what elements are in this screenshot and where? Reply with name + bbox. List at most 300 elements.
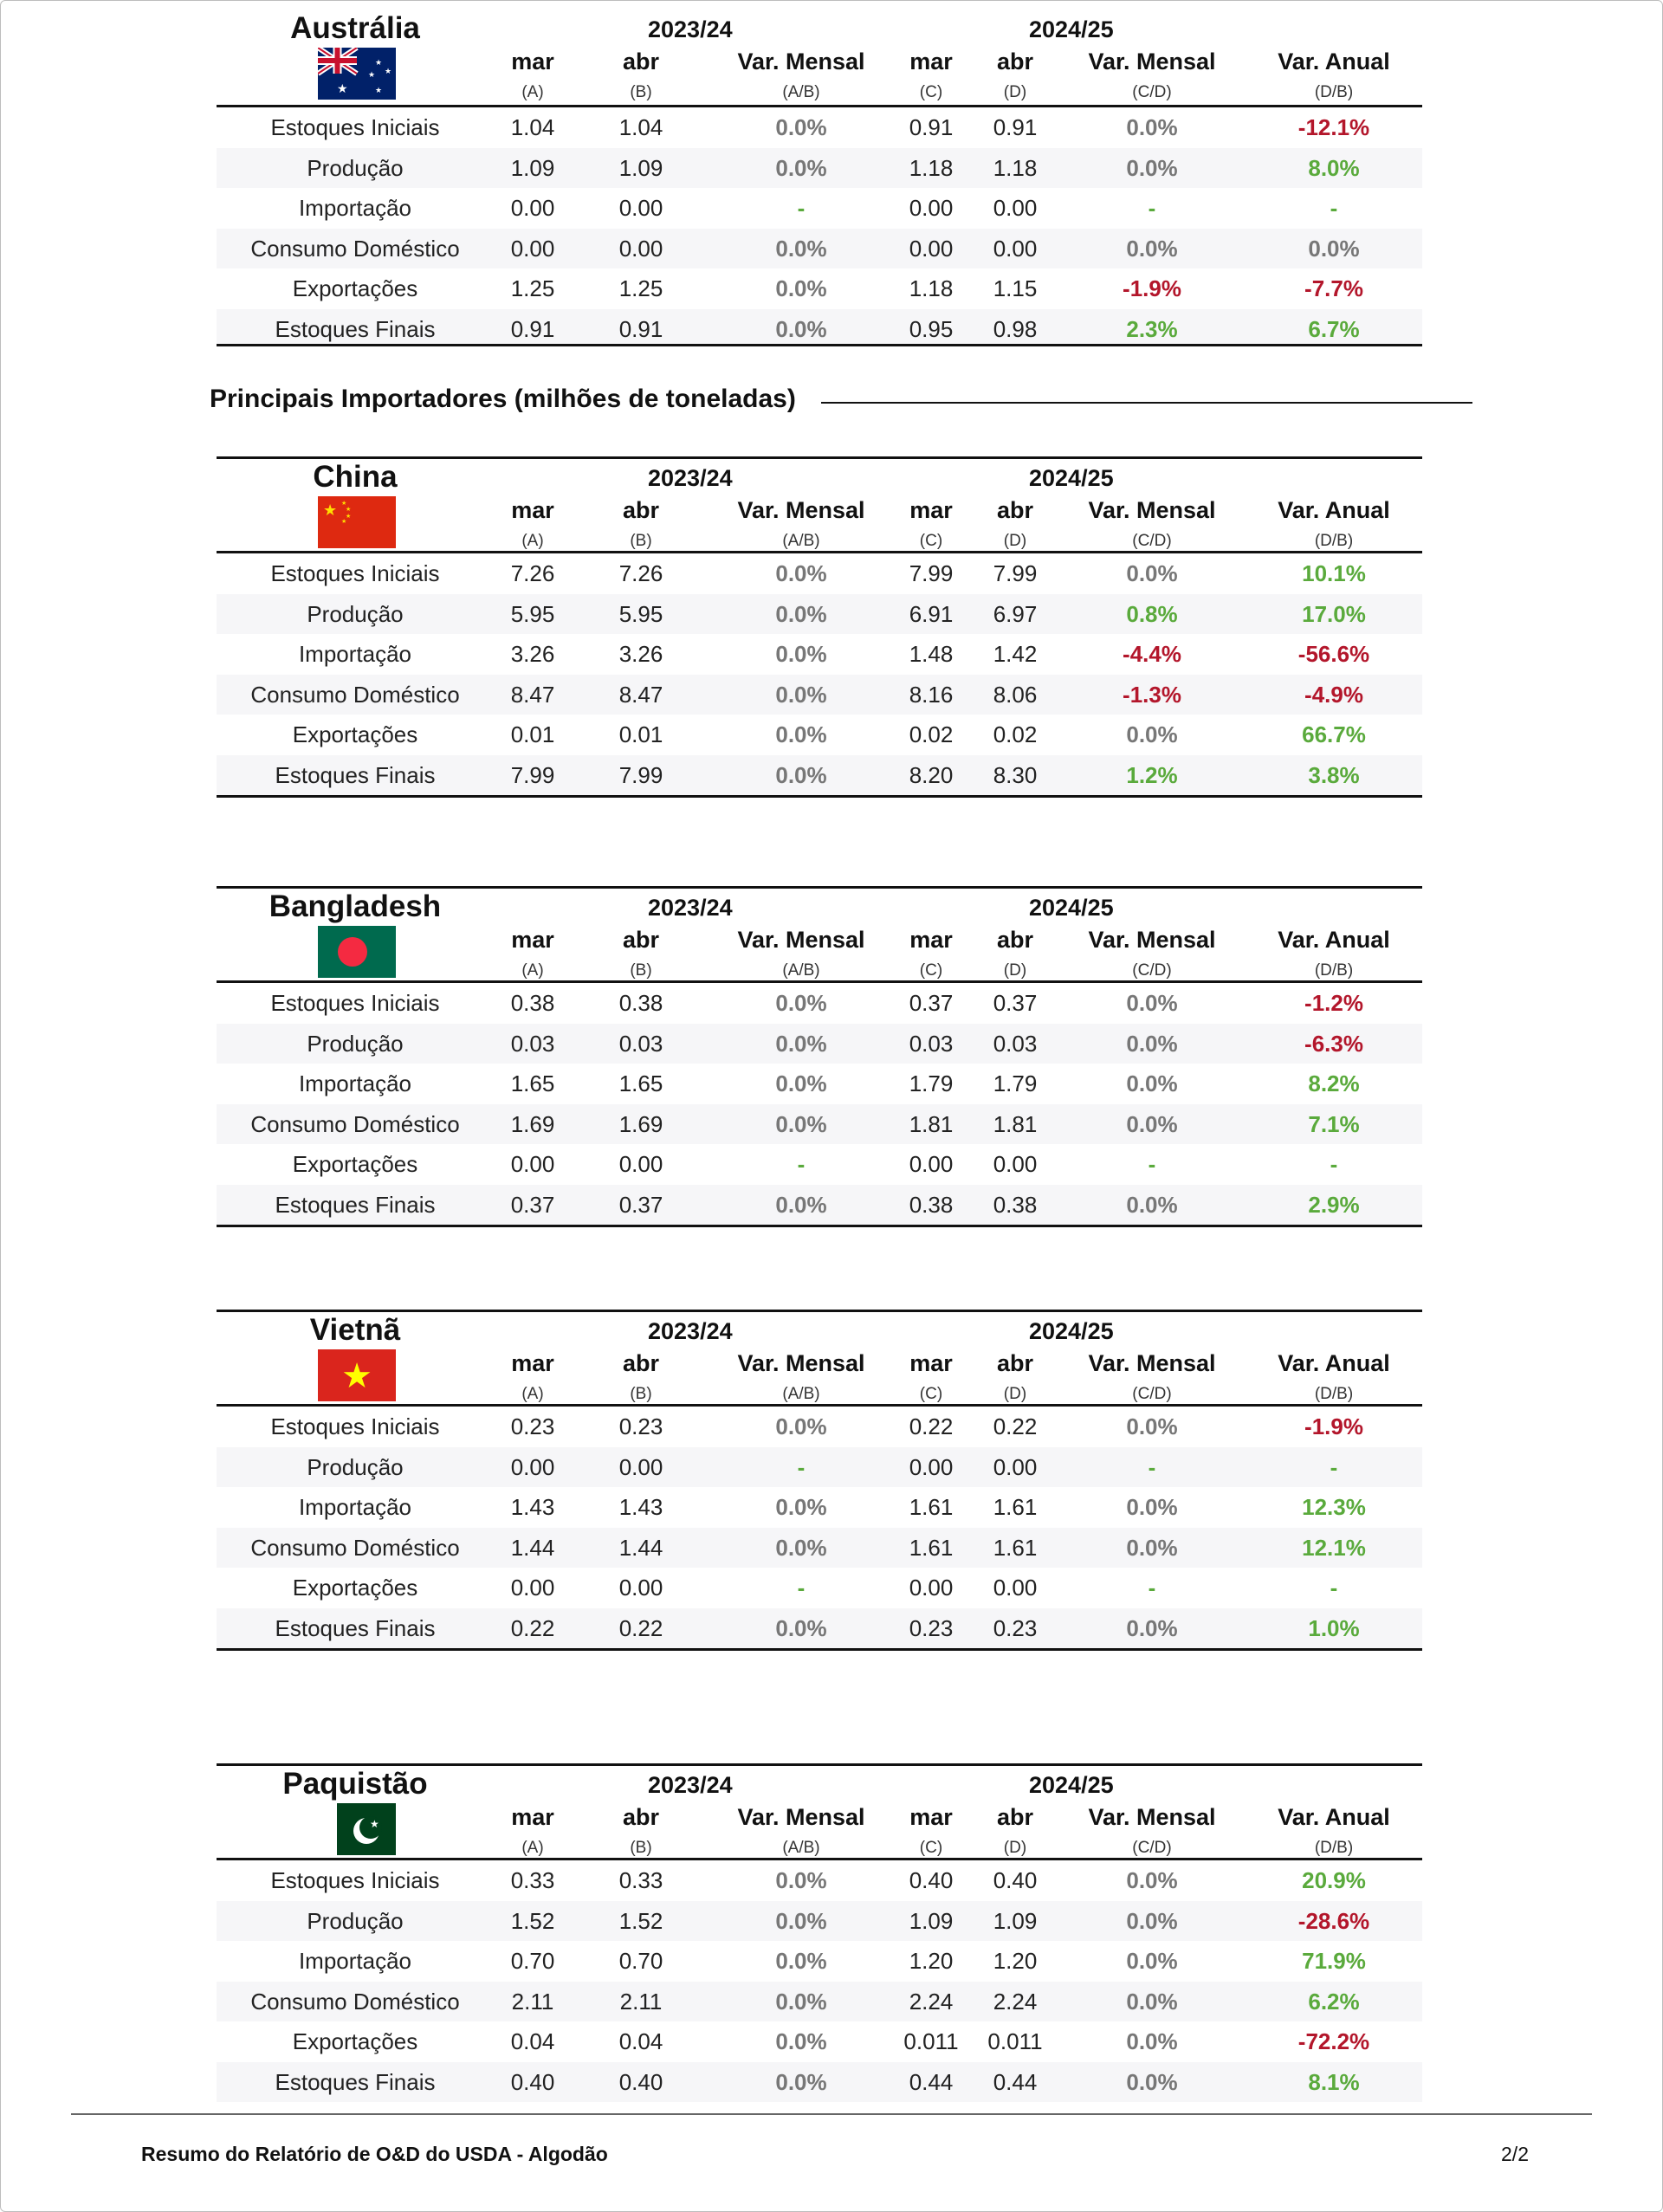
variation-cell: - xyxy=(1148,1453,1156,1480)
value-cell: 0.00 xyxy=(909,1151,954,1177)
table-row xyxy=(217,675,1422,715)
value-cell: 8.47 xyxy=(510,681,555,708)
table-row xyxy=(217,1447,1422,1488)
column-subheader: (D/B) xyxy=(1314,1385,1354,1403)
value-cell: 0.95 xyxy=(909,315,954,342)
column-header: Var. Mensal xyxy=(1088,1804,1216,1830)
variation-cell: - xyxy=(797,1575,806,1601)
australia-flag-icon xyxy=(318,48,396,100)
row-label: Produção xyxy=(307,1453,404,1480)
value-cell: 0.00 xyxy=(510,1575,555,1601)
value-cell: 1.52 xyxy=(618,1907,663,1934)
value-cell: 0.00 xyxy=(909,1575,954,1601)
variation-cell: -56.6% xyxy=(1297,641,1370,667)
variation-cell: 0.0% xyxy=(1308,235,1360,262)
svg-text:★: ★ xyxy=(346,513,352,520)
variation-cell: -72.2% xyxy=(1297,2028,1370,2054)
table-row xyxy=(217,553,1422,594)
variation-cell: 8.2% xyxy=(1308,1070,1360,1096)
svg-text:★: ★ xyxy=(370,1818,379,1830)
table-header xyxy=(217,1310,1422,1407)
column-subheader: (D) xyxy=(1003,532,1027,550)
value-cell: 0.02 xyxy=(909,721,954,747)
variation-cell: 0.0% xyxy=(775,990,827,1016)
value-cell: 0.00 xyxy=(909,235,954,262)
value-cell: 0.91 xyxy=(510,315,555,342)
row-label: Importação xyxy=(298,1070,412,1096)
value-cell: 0.22 xyxy=(618,1614,663,1641)
value-cell: 0.23 xyxy=(618,1413,663,1439)
variation-cell: 8.0% xyxy=(1308,154,1360,181)
column-header: mar xyxy=(909,1350,953,1376)
table-body xyxy=(217,553,1422,798)
variation-cell: 0.0% xyxy=(1126,1867,1178,1893)
table-row xyxy=(217,715,1422,755)
column-header: abr xyxy=(622,927,660,953)
value-cell: 1.79 xyxy=(909,1070,954,1096)
row-label: Consumo Doméstico xyxy=(250,1988,460,2015)
variation-cell: -6.3% xyxy=(1304,1030,1363,1057)
value-cell: 0.00 xyxy=(510,1151,555,1177)
variation-cell: 20.9% xyxy=(1302,1867,1366,1893)
column-subheader: (D/B) xyxy=(1314,1839,1354,1857)
china-flag-icon xyxy=(318,496,396,548)
row-label: Estoques Iniciais xyxy=(270,1867,440,1893)
variation-cell: 0.0% xyxy=(1126,990,1178,1016)
value-cell: 6.97 xyxy=(993,600,1038,627)
column-subheader: (C) xyxy=(919,1839,943,1857)
variation-cell: 0.0% xyxy=(775,1494,827,1520)
column-header: Var. Mensal xyxy=(737,1350,865,1376)
value-cell: 0.37 xyxy=(993,990,1038,1016)
column-subheader: (C/D) xyxy=(1132,1839,1172,1857)
country-name: Austrália xyxy=(290,11,420,45)
value-cell: 0.03 xyxy=(993,1030,1038,1057)
table-row xyxy=(217,1024,1422,1064)
value-cell: 0.00 xyxy=(993,1575,1038,1601)
value-cell: 0.04 xyxy=(618,2028,663,2054)
table-row xyxy=(217,309,1422,344)
value-cell: 0.33 xyxy=(510,1867,555,1893)
table-body xyxy=(217,1860,1422,2102)
variation-cell: 0.0% xyxy=(775,1988,827,2015)
variation-cell: 12.1% xyxy=(1302,1534,1366,1561)
value-cell: 1.20 xyxy=(993,1948,1038,1974)
variation-cell: 0.0% xyxy=(775,1413,827,1439)
column-subheader: (C/D) xyxy=(1132,961,1172,980)
row-label: Estoques Iniciais xyxy=(270,560,440,586)
variation-cell: 0.0% xyxy=(1126,1534,1178,1561)
column-header: Var. Mensal xyxy=(1088,497,1216,523)
value-cell: 7.26 xyxy=(618,560,663,586)
value-cell: 0.00 xyxy=(510,195,555,221)
value-cell: 1.04 xyxy=(618,114,663,140)
year-label-2023-24: 2023/24 xyxy=(648,16,733,42)
value-cell: 1.44 xyxy=(618,1534,663,1561)
variation-cell: 66.7% xyxy=(1302,721,1366,747)
table-row xyxy=(217,2021,1422,2062)
value-cell: 6.91 xyxy=(909,600,954,627)
table-row xyxy=(217,1982,1422,2022)
value-cell: 1.15 xyxy=(993,275,1038,301)
variation-cell: 12.3% xyxy=(1302,1494,1366,1520)
row-label: Produção xyxy=(307,600,404,627)
table-header xyxy=(217,456,1422,553)
value-cell: 0.38 xyxy=(510,990,555,1016)
row-label: Consumo Doméstico xyxy=(250,1534,460,1561)
value-cell: 7.99 xyxy=(618,761,663,788)
column-subheader: (D) xyxy=(1003,83,1027,101)
value-cell: 0.00 xyxy=(909,195,954,221)
value-cell: 0.00 xyxy=(618,195,663,221)
value-cell: 0.00 xyxy=(993,1151,1038,1177)
column-subheader: (A/B) xyxy=(782,961,820,980)
table-row xyxy=(217,1064,1422,1104)
table-row xyxy=(217,1568,1422,1608)
year-label-2023-24: 2023/24 xyxy=(648,895,733,921)
value-cell: 0.00 xyxy=(909,1453,954,1480)
variation-cell: 0.0% xyxy=(775,1867,827,1893)
variation-cell: 0.0% xyxy=(1126,1030,1178,1057)
value-cell: 0.23 xyxy=(909,1614,954,1641)
variation-cell: 0.0% xyxy=(1126,721,1178,747)
value-cell: 0.01 xyxy=(618,721,663,747)
value-cell: 1.18 xyxy=(909,275,954,301)
variation-cell: -1.2% xyxy=(1304,990,1363,1016)
value-cell: 1.52 xyxy=(510,1907,555,1934)
row-label: Estoques Finais xyxy=(275,1614,436,1641)
variation-cell: 0.0% xyxy=(1126,560,1178,586)
value-cell: 0.22 xyxy=(510,1614,555,1641)
value-cell: 0.70 xyxy=(510,1948,555,1974)
table-row xyxy=(217,1185,1422,1226)
row-label: Importação xyxy=(298,641,412,667)
svg-text:★: ★ xyxy=(385,68,392,76)
column-header: Var. Mensal xyxy=(737,49,865,74)
column-header: Var. Anual xyxy=(1278,497,1390,523)
column-header: abr xyxy=(996,1350,1034,1376)
section-title: Principais Importadores (milhões de toneladas) xyxy=(210,385,796,413)
country-name: Vietnã xyxy=(309,1313,401,1347)
table-row xyxy=(217,1144,1422,1185)
variation-cell: 0.0% xyxy=(775,315,827,342)
value-cell: 1.20 xyxy=(909,1948,954,1974)
table-row xyxy=(217,188,1422,229)
column-subheader: (D/B) xyxy=(1314,961,1354,980)
variation-cell: - xyxy=(1148,195,1156,221)
row-label: Exportações xyxy=(292,1151,418,1177)
column-header: Var. Mensal xyxy=(737,497,865,523)
year-label-2023-24: 2023/24 xyxy=(648,1772,733,1798)
value-cell: 0.40 xyxy=(510,2068,555,2095)
column-subheader: (C) xyxy=(919,961,943,980)
variation-cell: 0.0% xyxy=(1126,1070,1178,1096)
row-label: Estoques Iniciais xyxy=(270,114,440,140)
column-header: abr xyxy=(622,1804,660,1830)
column-subheader: (B) xyxy=(630,1385,652,1403)
value-cell: 5.95 xyxy=(618,600,663,627)
svg-text:★: ★ xyxy=(368,71,376,80)
column-header: abr xyxy=(996,497,1034,523)
variation-cell: 0.0% xyxy=(775,600,827,627)
value-cell: 0.98 xyxy=(993,315,1038,342)
value-cell: 1.81 xyxy=(993,1110,1038,1137)
column-subheader: (A/B) xyxy=(782,532,820,550)
value-cell: 0.37 xyxy=(510,1191,555,1218)
value-cell: 0.70 xyxy=(618,1948,663,1974)
value-cell: 0.38 xyxy=(618,990,663,1016)
value-cell: 7.99 xyxy=(510,761,555,788)
year-label-2024-25: 2024/25 xyxy=(1029,895,1114,921)
table-body xyxy=(217,1407,1422,1651)
table-row xyxy=(217,983,1422,1024)
column-subheader: (A) xyxy=(521,1839,544,1857)
row-label: Consumo Doméstico xyxy=(250,681,460,708)
row-label: Produção xyxy=(307,154,404,181)
variation-cell: 0.0% xyxy=(775,1534,827,1561)
value-cell: 1.61 xyxy=(909,1494,954,1520)
column-subheader: (D) xyxy=(1003,1385,1027,1403)
column-subheader: (D/B) xyxy=(1314,83,1354,101)
variation-cell: - xyxy=(1330,1453,1338,1480)
svg-text:★: ★ xyxy=(375,59,383,68)
value-cell: 8.16 xyxy=(909,681,954,708)
value-cell: 0.37 xyxy=(618,1191,663,1218)
variation-cell: 0.0% xyxy=(1126,1413,1178,1439)
table-row xyxy=(217,1528,1422,1568)
value-cell: 0.22 xyxy=(909,1413,954,1439)
value-cell: 0.00 xyxy=(993,1453,1038,1480)
value-cell: 0.00 xyxy=(510,1453,555,1480)
variation-cell: 0.0% xyxy=(1126,2028,1178,2054)
value-cell: 3.26 xyxy=(510,641,555,667)
variation-cell: - xyxy=(1330,1575,1338,1601)
value-cell: 0.00 xyxy=(618,235,663,262)
variation-cell: 0.8% xyxy=(1126,600,1178,627)
column-header: mar xyxy=(909,927,953,953)
row-label: Estoques Finais xyxy=(275,1191,436,1218)
column-header: mar xyxy=(511,1804,554,1830)
svg-text:★: ★ xyxy=(346,506,352,513)
column-header: mar xyxy=(909,49,953,74)
variation-cell: 6.7% xyxy=(1308,315,1360,342)
column-header: mar xyxy=(511,1350,554,1376)
column-subheader: (A/B) xyxy=(782,1385,820,1403)
value-cell: 1.04 xyxy=(510,114,555,140)
variation-cell: 2.9% xyxy=(1308,1191,1360,1218)
row-label: Exportações xyxy=(292,275,418,301)
value-cell: 0.44 xyxy=(993,2068,1038,2095)
variation-cell: 0.0% xyxy=(1126,2068,1178,2095)
year-label-2024-25: 2024/25 xyxy=(1029,465,1114,491)
table-header xyxy=(217,886,1422,983)
svg-text:★: ★ xyxy=(337,82,348,96)
row-label: Estoques Finais xyxy=(275,2068,436,2095)
variation-cell: 0.0% xyxy=(1126,1948,1178,1974)
variation-cell: -1.9% xyxy=(1304,1413,1363,1439)
column-header: Var. Mensal xyxy=(737,1804,865,1830)
value-cell: 0.00 xyxy=(510,235,555,262)
year-label-2023-24: 2023/24 xyxy=(648,1318,733,1344)
variation-cell: 0.0% xyxy=(775,2068,827,2095)
column-subheader: (B) xyxy=(630,532,652,550)
row-label: Importação xyxy=(298,1494,412,1520)
column-subheader: (C) xyxy=(919,532,943,550)
table-row xyxy=(217,1901,1422,1942)
value-cell: 0.23 xyxy=(993,1614,1038,1641)
variation-cell: - xyxy=(1148,1575,1156,1601)
variation-cell: 0.0% xyxy=(775,1614,827,1641)
year-label-2023-24: 2023/24 xyxy=(648,465,733,491)
table-row xyxy=(217,229,1422,269)
column-subheader: (A) xyxy=(521,1385,544,1403)
variation-cell: 2.3% xyxy=(1126,315,1178,342)
column-subheader: (A) xyxy=(521,83,544,101)
table-body xyxy=(217,107,1422,346)
column-header: mar xyxy=(909,497,953,523)
table-header xyxy=(217,10,1422,107)
variation-cell: 8.1% xyxy=(1308,2068,1360,2095)
value-cell: 0.03 xyxy=(618,1030,663,1057)
row-label: Importação xyxy=(298,1948,412,1974)
value-cell: 1.61 xyxy=(993,1494,1038,1520)
value-cell: 0.01 xyxy=(510,721,555,747)
value-cell: 1.25 xyxy=(510,275,555,301)
column-header: Var. Mensal xyxy=(1088,49,1216,74)
column-subheader: (D) xyxy=(1003,961,1027,980)
value-cell: 1.43 xyxy=(510,1494,555,1520)
value-cell: 1.18 xyxy=(909,154,954,181)
year-label-2024-25: 2024/25 xyxy=(1029,1772,1114,1798)
column-header: Var. Anual xyxy=(1278,1804,1390,1830)
country-table xyxy=(217,886,1422,1227)
variation-cell: 0.0% xyxy=(775,641,827,667)
value-cell: 0.00 xyxy=(993,235,1038,262)
value-cell: 0.04 xyxy=(510,2028,555,2054)
svg-text:★: ★ xyxy=(323,501,338,520)
value-cell: 1.09 xyxy=(510,154,555,181)
year-label-2024-25: 2024/25 xyxy=(1029,16,1114,42)
variation-cell: 0.0% xyxy=(1126,1988,1178,2015)
column-header: mar xyxy=(909,1804,953,1830)
bangladesh-flag-icon xyxy=(318,926,396,978)
column-header: Var. Mensal xyxy=(737,927,865,953)
value-cell: 0.00 xyxy=(618,1575,663,1601)
variation-cell: 0.0% xyxy=(775,560,827,586)
table-body xyxy=(217,983,1422,1227)
variation-cell: 0.0% xyxy=(775,721,827,747)
variation-cell: - xyxy=(1330,195,1338,221)
column-subheader: (B) xyxy=(630,83,652,101)
svg-text:★: ★ xyxy=(341,518,347,525)
column-header: Var. Anual xyxy=(1278,49,1390,74)
country-name: Bangladesh xyxy=(269,889,442,923)
variation-cell: 17.0% xyxy=(1302,600,1366,627)
column-header: abr xyxy=(622,497,660,523)
column-subheader: (A) xyxy=(521,961,544,980)
value-cell: 2.24 xyxy=(909,1988,954,2015)
variation-cell: 71.9% xyxy=(1302,1948,1366,1974)
table-row xyxy=(217,2062,1422,2103)
value-cell: 0.38 xyxy=(909,1191,954,1218)
table-row xyxy=(217,1104,1422,1145)
variation-cell: -1.9% xyxy=(1123,275,1181,301)
footer-divider xyxy=(71,2113,1592,2115)
table-row xyxy=(217,1860,1422,1901)
column-subheader: (C) xyxy=(919,83,943,101)
variation-cell: - xyxy=(797,1453,806,1480)
column-subheader: (D/B) xyxy=(1314,532,1354,550)
variation-cell: 1.2% xyxy=(1126,761,1178,788)
value-cell: 0.02 xyxy=(993,721,1038,747)
value-cell: 0.40 xyxy=(993,1867,1038,1893)
column-subheader: (A) xyxy=(521,532,544,550)
value-cell: 1.61 xyxy=(909,1534,954,1561)
value-cell: 0.00 xyxy=(993,195,1038,221)
column-subheader: (D) xyxy=(1003,1839,1027,1857)
variation-cell: -1.3% xyxy=(1123,681,1181,708)
column-subheader: (A/B) xyxy=(782,1839,820,1857)
value-cell: 0.91 xyxy=(993,114,1038,140)
value-cell: 1.09 xyxy=(909,1907,954,1934)
value-cell: 3.26 xyxy=(618,641,663,667)
table-row xyxy=(217,107,1422,148)
variation-cell: - xyxy=(1148,1151,1156,1177)
value-cell: 1.48 xyxy=(909,641,954,667)
row-label: Exportações xyxy=(292,1575,418,1601)
value-cell: 2.11 xyxy=(511,1988,554,2015)
value-cell: 0.44 xyxy=(909,2068,954,2095)
row-label: Consumo Doméstico xyxy=(250,1110,460,1137)
value-cell: 0.40 xyxy=(909,1867,954,1893)
variation-cell: 7.1% xyxy=(1308,1110,1360,1137)
variation-cell: 0.0% xyxy=(775,1110,827,1137)
row-label: Estoques Finais xyxy=(275,315,436,342)
value-cell: 1.42 xyxy=(993,641,1038,667)
table-header xyxy=(217,1763,1422,1860)
value-cell: 1.81 xyxy=(909,1110,954,1137)
pakistan-flag-icon xyxy=(318,1803,396,1855)
variation-cell: 0.0% xyxy=(1126,114,1178,140)
value-cell: 0.00 xyxy=(618,1453,663,1480)
variation-cell: 0.0% xyxy=(1126,235,1178,262)
value-cell: 2.24 xyxy=(993,1988,1038,2015)
value-cell: 7.99 xyxy=(909,560,954,586)
value-cell: 1.79 xyxy=(993,1070,1038,1096)
value-cell: 0.03 xyxy=(510,1030,555,1057)
row-label: Exportações xyxy=(292,2028,418,2054)
variation-cell: 0.0% xyxy=(775,1030,827,1057)
row-label: Estoques Finais xyxy=(275,761,436,788)
section-divider xyxy=(821,402,1472,404)
page-number: 2/2 xyxy=(1501,2143,1529,2165)
value-cell: 8.20 xyxy=(909,761,954,788)
variation-cell: 0.0% xyxy=(775,275,827,301)
variation-cell: 0.0% xyxy=(1126,1494,1178,1520)
value-cell: 0.37 xyxy=(909,990,954,1016)
table-row xyxy=(217,1941,1422,1982)
row-label: Produção xyxy=(307,1907,404,1934)
column-subheader: (C) xyxy=(919,1385,943,1403)
svg-text:★: ★ xyxy=(375,87,383,95)
table-row xyxy=(217,755,1422,796)
column-header: abr xyxy=(622,49,660,74)
variation-cell: - xyxy=(1330,1151,1338,1177)
value-cell: 0.011 xyxy=(903,2028,959,2054)
column-header: abr xyxy=(622,1350,660,1376)
variation-cell: 0.0% xyxy=(775,1070,827,1096)
variation-cell: -4.4% xyxy=(1123,641,1181,667)
